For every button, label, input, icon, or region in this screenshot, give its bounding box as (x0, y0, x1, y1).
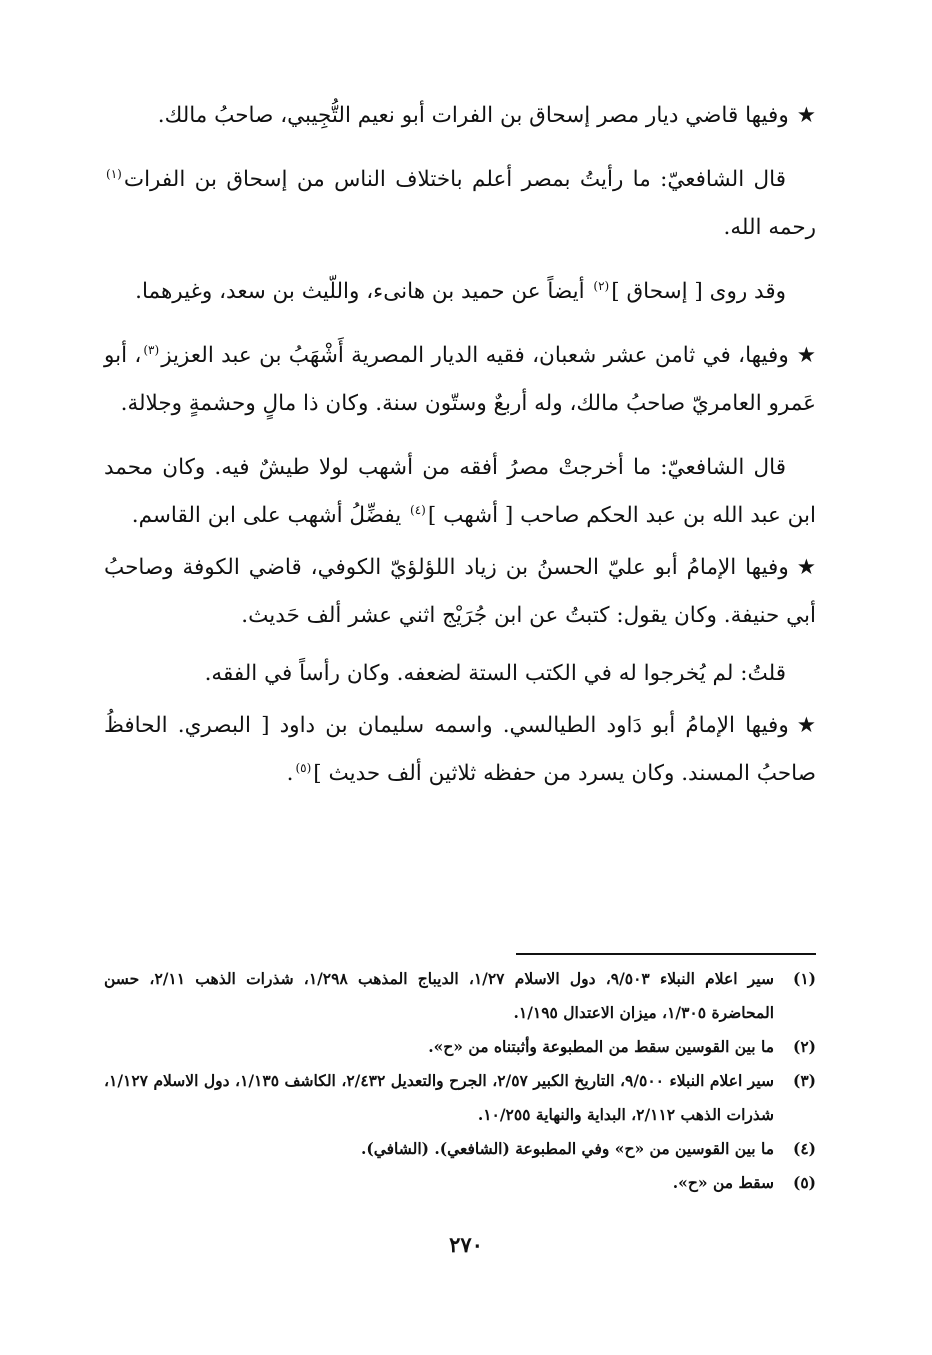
footnotes (104, 962, 816, 1200)
text-run: . (286, 761, 294, 786)
footnote-number: (٢) (792, 1037, 816, 1056)
star-icon: ★ (796, 103, 816, 128)
footnote-text: سير اعلام النبلاء ٩/٥٠٣، دول الاسلام ١/٢٧، الديباج المذهب ١/٢٩٨، شذرات الذهب ٢/١١، حسن المحاضرة ١/٣٠٥، ميزان الاعتدال ١/١٩٥. (104, 969, 774, 1022)
text-run: قال الشافعيّ: ما رأيتُ بمصر أعلم باختلاف الناس من إسحاق بن الفرات (123, 167, 786, 192)
main-text (104, 92, 816, 798)
paragraph (104, 702, 816, 798)
paragraph (104, 332, 816, 428)
text-run: وفيها قاضي ديار مصر إسحاق بن الفرات أبو نعيم التُّجِيبي، صاحبُ مالك. (157, 103, 789, 128)
footnote (104, 1166, 816, 1200)
star-icon: ★ (796, 713, 816, 738)
text-run: قال الشافعيّ: ما أخرجتْ مصرُ أفقه من أشهب لولا طيشٌ فيه. وكان محمد ابن عبد الله بن عبد الحكم صاحب [ أشهب ] (104, 455, 816, 528)
star-icon: ★ (796, 343, 816, 368)
text-run: وفيها، في ثامن عشر شعبان، فقيه الديار المصرية أَشْهَبُ بن عبد العزيز (161, 343, 789, 368)
footnote (104, 1132, 816, 1166)
text-run: يفضِّلُ أشهب على ابن القاسم. (131, 503, 409, 528)
paragraph (104, 444, 816, 540)
paragraph (104, 268, 816, 316)
text-run: ، أبو عَمرو العامريّ صاحبُ مالك، وله أربعٌ وستّون سنة. وكان ذا مالٍ وحشمةٍ وجلالة. (104, 343, 816, 416)
footnote-number: (٤) (792, 1139, 816, 1158)
text-run: وفيها الإمامُ أبو دَاود الطيالسي. واسمه سليمان بن داود [ البصري. الحافظُ صاحبُ المسند. وكان يسرد من حفظه ثلاثين ألف حديث ] (104, 713, 816, 786)
footnote (104, 1030, 816, 1064)
footnote-ref: (٤) (410, 502, 426, 517)
text-run: رحمه الله. (723, 215, 816, 240)
footnote (104, 962, 816, 1030)
footnote-text: سقط من «ح». (672, 1173, 774, 1192)
footnote-text: سير اعلام النبلاء ٩/٥٠٠، التاريخ الكبير ٢/٥٧، الجرح والتعديل ٢/٤٣٢، الكاشف ١/١٣٥، دول الاسلام ١/١٢٧، شذرات الذهب ٢/١١٢، البداية والنهاية ١٠/٢٥٥. (104, 1071, 774, 1124)
paragraph (104, 544, 816, 640)
footnote-ref: (٥) (295, 760, 312, 775)
footnote-ref: (٣) (143, 342, 160, 357)
paragraph (104, 156, 816, 252)
text-run: وقد روى [ إسحاق ] (611, 279, 786, 304)
footnote-number: (٣) (792, 1071, 816, 1090)
footnote (104, 1064, 816, 1132)
star-icon: ★ (796, 555, 816, 580)
footnote-separator (516, 953, 816, 955)
footnote-ref: (٢) (593, 278, 610, 293)
paragraph (104, 92, 816, 140)
page-number: ٢٧٠ (449, 1232, 483, 1257)
text-run: أيضاً عن حميد بن هانىء، واللّيث بن سعد، وغيرهما. (135, 279, 592, 304)
footnote-number: (٥) (792, 1173, 816, 1192)
paragraph (104, 650, 816, 698)
footnote-text: ما بين القوسين سقط من المطبوعة وأثبتناه من «ح». (428, 1037, 774, 1056)
footnote-ref: (١) (106, 166, 122, 181)
text-run: وفيها الإمامُ أبو عليّ الحسنُ بن زياد اللؤلؤيّ الكوفي، قاضي الكوفة وصاحبُ أبي حنيفة. وكان يقول: كتبتُ عن ابن جُرَيْج اثني عشر ألف حَديث. (104, 555, 816, 628)
text-run: قلتُ: لم يُخرجوا له في الكتب الستة لضعفه. وكان رأساً في الفقه. (204, 661, 786, 686)
footnote-text: ما بين القوسين من «ح» وفي المطبوعة (الشافعي). (الشافي). (361, 1139, 774, 1158)
footnote-number: (١) (792, 969, 816, 988)
